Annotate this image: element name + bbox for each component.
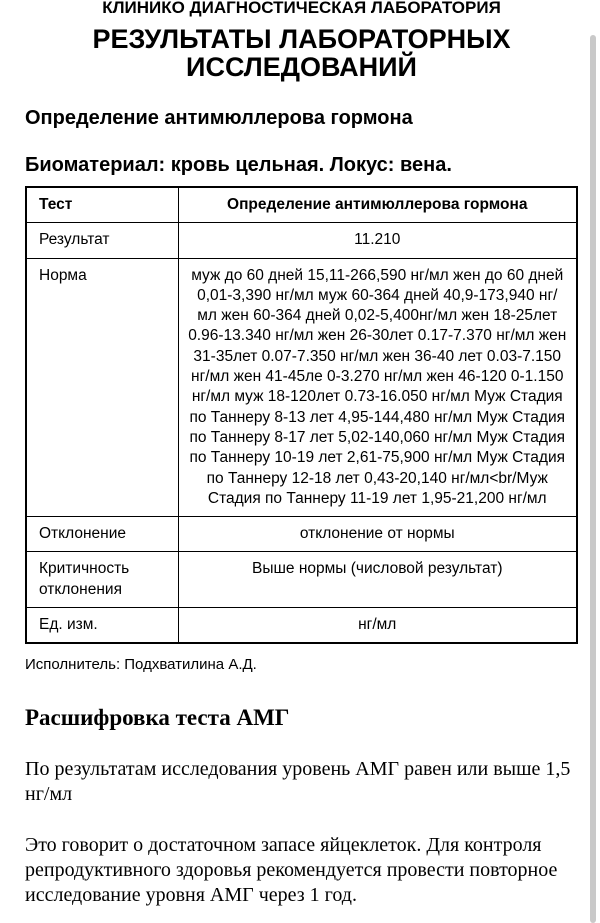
row-label: Норма: [26, 258, 178, 517]
biomaterial-line: Биоматериал: кровь цельная. Локус: вена.: [25, 154, 452, 176]
interpretation-paragraph: Это говорит о достаточном запасе яйцеклеток. Для контроля репродуктивного здоровья рекомендуется провести повторное исследование уровня АМГ через 1 год.: [25, 834, 558, 907]
row-label: Отклонение: [26, 517, 178, 552]
test-name-heading: Определение антимюллерова гормона: [25, 107, 413, 129]
table-row-result: [26, 223, 577, 258]
page-title: РЕЗУЛЬТАТЫ ЛАБОРАТОРНЫХ ИССЛЕДОВАНИЙ: [92, 24, 511, 82]
executor-line: Исполнитель: Подхватилина А.Д.: [25, 656, 257, 674]
table-row-criticality: [26, 552, 577, 608]
row-value: Определение антимюллерова гормона: [178, 187, 577, 223]
clipped-lab-name: [25, 0, 578, 17]
row-label: Результат: [26, 223, 178, 258]
table-row-norm: [26, 258, 577, 517]
table-row-test: [26, 187, 577, 223]
row-label: Критичность отклонения: [26, 552, 178, 608]
row-value: отклонение от нормы: [178, 517, 577, 552]
interpretation-paragraph: По результатам исследования уровень АМГ равен или выше 1,5 нг/мл: [25, 758, 571, 806]
row-value: нг/мл: [178, 608, 577, 644]
row-value: 11.210: [178, 223, 577, 258]
table-row-units: [26, 608, 577, 644]
scrollbar-track[interactable]: [588, 0, 600, 923]
results-table: [25, 186, 578, 644]
lab-name-text: КЛИНИКО ДИАГНОСТИЧЕСКАЯ ЛАБОРАТОРИЯ: [102, 0, 501, 17]
interpretation-heading: Расшифровка теста АМГ: [25, 705, 290, 731]
scrollbar-thumb[interactable]: [590, 35, 596, 923]
row-value: муж до 60 дней 15,11-266,590 нг/мл жен до 60 дней 0,01-3,390 нг/мл муж 60-364 дней 40,9-173,940 нг/мл жен 60-364 дней 0,02-5,400нг/мл жен 18-25лет 0.96-13.340 нг/мл жен 26-30лет 0.17-7.370 нг/мл жен 31-35лет 0.07-7.350 нг/мл жен 36-40 лет 0.03-7.150 нг/мл жен 41-45ле 0-3.270 нг/мл жен 46-120 0-1.150 нг/мл муж 18-120лет 0.73-16.050 нг/мл Муж Стадия по Таннеру 8-13 лет 4,95-144,480 нг/мл Муж Стадия по Таннеру 8-17 лет 5,02-140,060 нг/мл Муж Стадия по Таннеру 10-19 лет 2,61-75,900 нг/мл Муж Стадия по Таннеру 12-18 лет 0,43-20,140 нг/мл<br/Муж Стадия по Таннеру 11-19 лет 1,95-21,200 нг/мл: [178, 258, 577, 517]
row-label: Ед. изм.: [26, 608, 178, 644]
row-value: Выше нормы (числовой результат): [178, 552, 577, 608]
row-label: Тест: [26, 187, 178, 223]
table-row-deviation: [26, 517, 577, 552]
